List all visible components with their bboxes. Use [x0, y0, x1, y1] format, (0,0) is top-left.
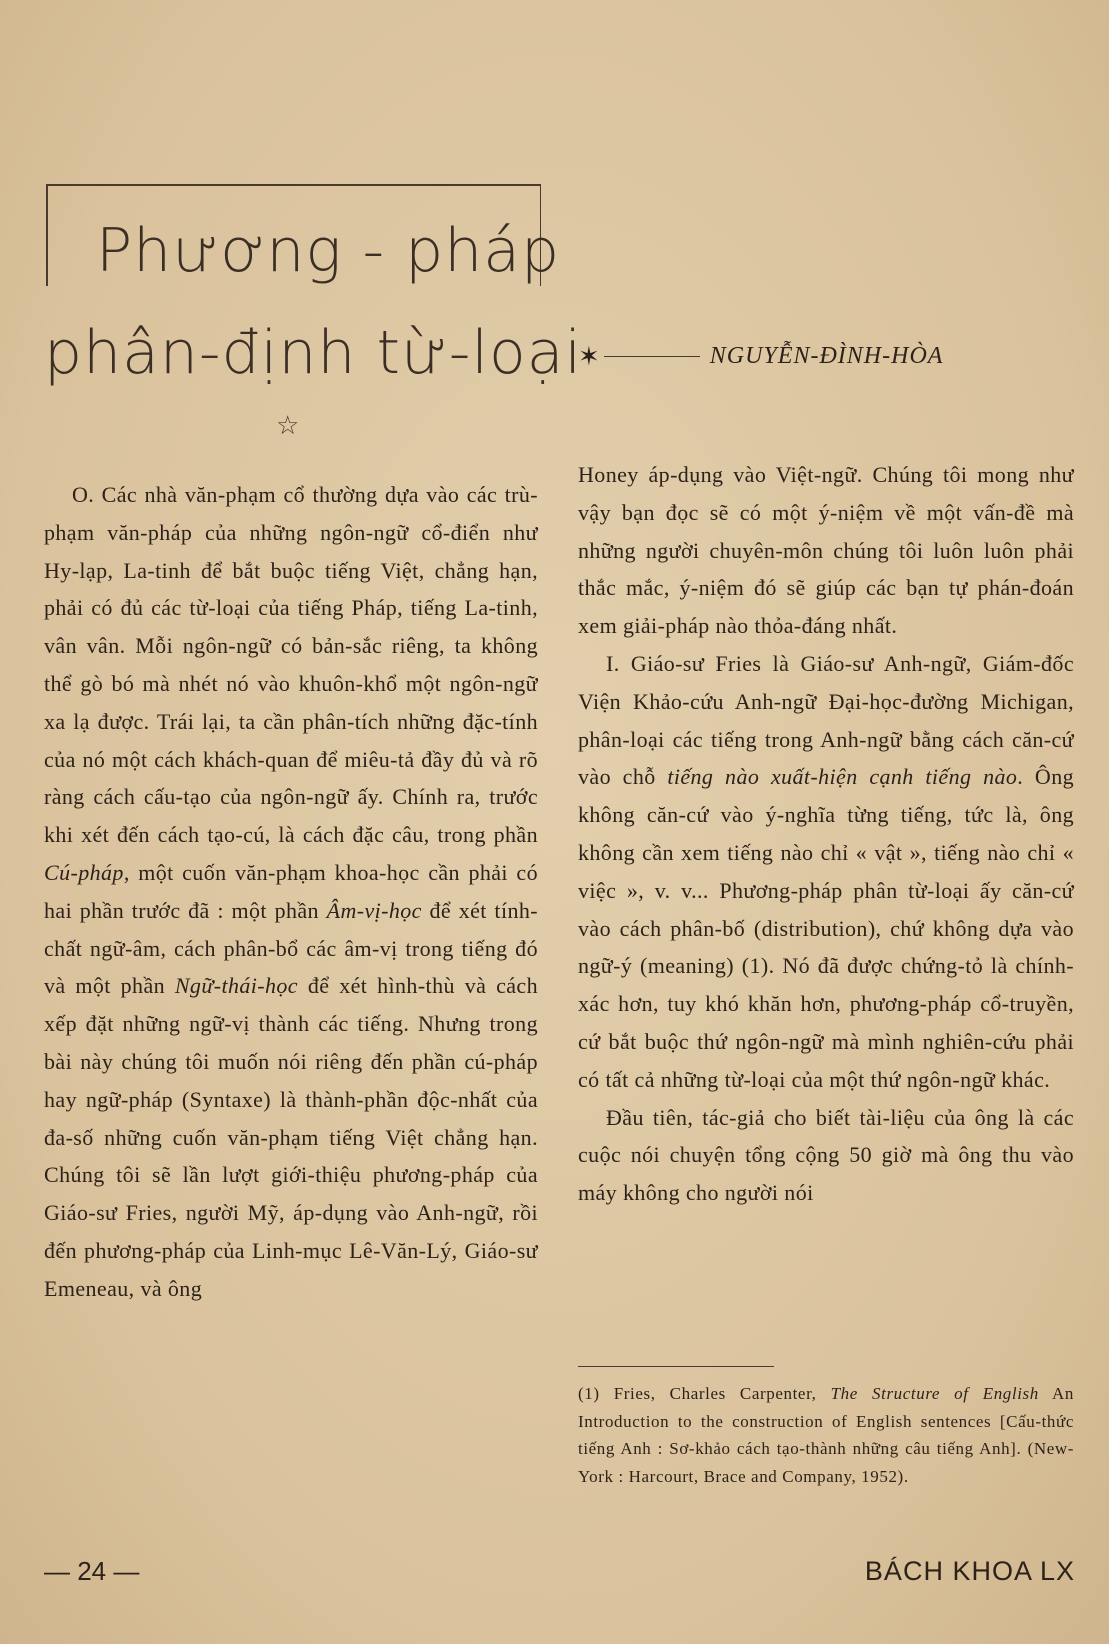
star-bullet-icon: ✶ [578, 340, 600, 371]
title-line-2: phân-định từ-loại [44, 318, 583, 388]
paragraph: Đầu tiên, tác-giả cho biết tài-liệu của ông là các cuộc nói chuyện tổng cộng 50 giờ mà ông thu vào máy không cho người nói [578, 1104, 1074, 1206]
left-column [44, 476, 538, 1308]
star-icon: ☆ [276, 410, 300, 440]
emphasis: tiếng nào xuất-hiện cạnh tiếng nào [667, 764, 1018, 790]
magazine-name: BÁCH KHOA LX [864, 1556, 1075, 1586]
byline [578, 336, 1078, 376]
footnote: (1) Fries, Charles Carpenter, The Structure of English An Introduction to the construction of English sentences [Cấu-thức tiếng Anh : Sơ-khảo cách tạo-thành những câu tiếng Anh]. (New-York : Harcourt, Brace and Company, 1952). [578, 1384, 1075, 1486]
emphasis: Cú-pháp [44, 859, 124, 885]
right-column [578, 456, 1074, 1212]
footnote-divider [578, 1366, 774, 1367]
author-name: NGUYỄN-ĐÌNH-HÒA [709, 342, 944, 369]
article-title [44, 200, 583, 404]
paragraph: I. Giáo-sư Fries là Giáo-sư Anh-ngữ, Giám-đốc Viện Khảo-cứu Anh-ngữ Đại-học-đường Michigan, phân-loại các tiếng trong Anh-ngữ bằng cách căn-cứ vào chỗ tiếng nào xuất-hiện cạnh tiếng nào. Ông không căn-cứ vào ý-nghĩa từng tiếng, tức là, ông không cần xem tiếng nào chỉ « vật », tiếng nào chỉ « việc », v. v... Phương-pháp phân từ-loại ấy căn-cứ vào cách phân-bố (distribution), chứ không dựa vào ngữ-ý (meaning) (1). Nó đã được chứng-tỏ là chính-xác hơn, tuy khó khăn hơn, phương-pháp cổ-truyền, cứ bắt buộc thứ ngôn-ngữ mà mình nghiên-cứu phải có tất cả những từ-loại của một thứ ngôn-ngữ khác. [578, 650, 1074, 1092]
emphasis: Âm-vị-học [326, 897, 422, 923]
paragraph: Honey áp-dụng vào Việt-ngữ. Chúng tôi mong như vậy bạn đọc sẽ có một ý-niệm về một vấn-đề mà những người chuyên-môn chúng tôi luôn luôn phải thắc mắc, ý-niệm đó sẽ giúp các bạn tự phán-đoán xem giải-pháp nào thỏa-đáng nhất. [578, 462, 1074, 639]
footnote-book-title: The Structure of English [830, 1384, 1039, 1403]
emphasis: Ngữ-thái-học [174, 973, 298, 999]
page-number: — 24 — [44, 1556, 140, 1586]
byline-rule [604, 356, 700, 357]
title-line-1: Phương - pháp [96, 216, 561, 286]
paragraph: O. Các nhà văn-phạm cổ thường dựa vào các trù-phạm văn-pháp của những ngôn-ngữ cổ-điển như Hy-lạp, La-tinh để bắt buộc tiếng Việt, chẳng hạn, phải có đủ các từ-loại của tiếng Pháp, tiếng La-tinh, vân vân. Mỗi ngôn-ngữ có bản-sắc riêng, ta không thể gò bó mà nhét nó vào khuôn-khổ một ngôn-ngữ xa lạ được. Trái lại, ta cần phân-tích những đặc-tính của nó một cách khách-quan để miêu-tả đầy đủ và rõ ràng cách cấu-tạo của ngôn-ngữ ấy. Chính ra, trước khi xét đến cách tạo-cú, là cách đặc câu, trong phần Cú-pháp, một cuốn văn-phạm khoa-học cần phải có hai phần trước đã : một phần Âm-vị-học để xét tính-chất ngữ-âm, cách phân-bổ các âm-vị trong tiếng đó và một phần Ngữ-thái-học để xét hình-thù và cách xếp đặt những ngữ-vị thành các tiếng. Nhưng trong bài này chúng tôi muốn nói riêng đến phần cú-pháp hay ngữ-pháp (Syntaxe) là thành-phần độc-nhất của đa-số những cuốn văn-phạm tiếng Việt chẳng hạn. Chúng tôi sẽ lần lượt giới-thiệu phương-pháp của Giáo-sư Fries, người Mỹ, áp-dụng vào Anh-ngữ, rồi đến phương-pháp của Linh-mục Lê-Văn-Lý, Giáo-sư Emeneau, và ông [44, 482, 538, 1301]
